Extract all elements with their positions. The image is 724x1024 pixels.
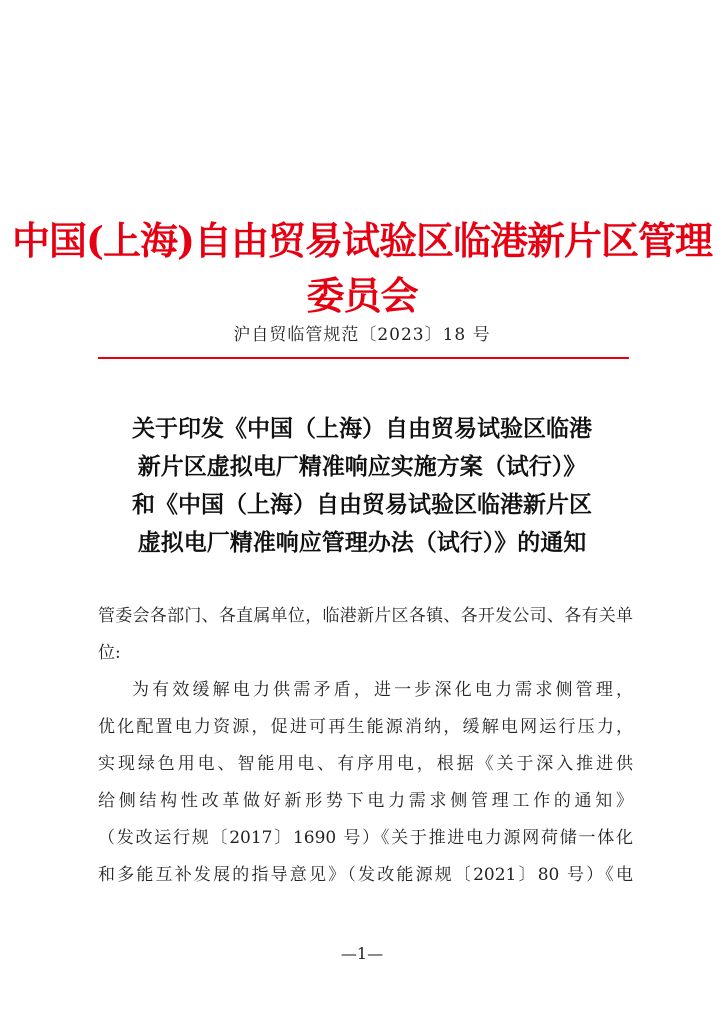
body-line: 给侧结构性改革做好新形势下电力需求侧管理工作的通知》 xyxy=(98,791,633,811)
body-line: 优化配置电力资源，促进可再生能源消纳，缓解电网运行压力， xyxy=(98,717,633,737)
issuer-header: 中国(上海)自由贸易试验区临港新片区管理委员会 xyxy=(12,218,712,318)
body-line: 实现绿色用电、智能用电、有序用电，根据《关于深入推进供 xyxy=(98,754,633,774)
salutation: 管委会各部门、各直属单位，临港新片区各镇、各开发公司、各有关单位: xyxy=(98,606,633,663)
title-line: 关于印发《中国（上海）自由贸易试验区临港 xyxy=(132,415,592,442)
body-line: 为有效缓解电力供需矛盾，进一步深化电力需求侧管理， xyxy=(132,680,633,700)
red-divider-line xyxy=(98,357,629,359)
document-title xyxy=(90,410,634,562)
body-line: 和多能互补发展的指导意见》（发改能源规〔2021〕80 号）《电 xyxy=(98,865,633,885)
body-line: （发改运行规〔2017〕1690 号）《关于推进电力源网荷储一体化 xyxy=(98,828,633,848)
page-number: —1— xyxy=(340,944,384,963)
document-number: 沪自贸临管规范〔2023〕18 号 xyxy=(233,325,491,345)
title-line: 和《中国（上海）自由贸易试验区临港新片区 xyxy=(132,491,592,518)
title-line: 新片区虚拟电厂精准响应实施方案（试行）》 xyxy=(137,453,587,480)
title-line: 虚拟电厂精准响应管理办法（试行）》的通知 xyxy=(137,529,587,556)
body-paragraph xyxy=(98,672,633,894)
